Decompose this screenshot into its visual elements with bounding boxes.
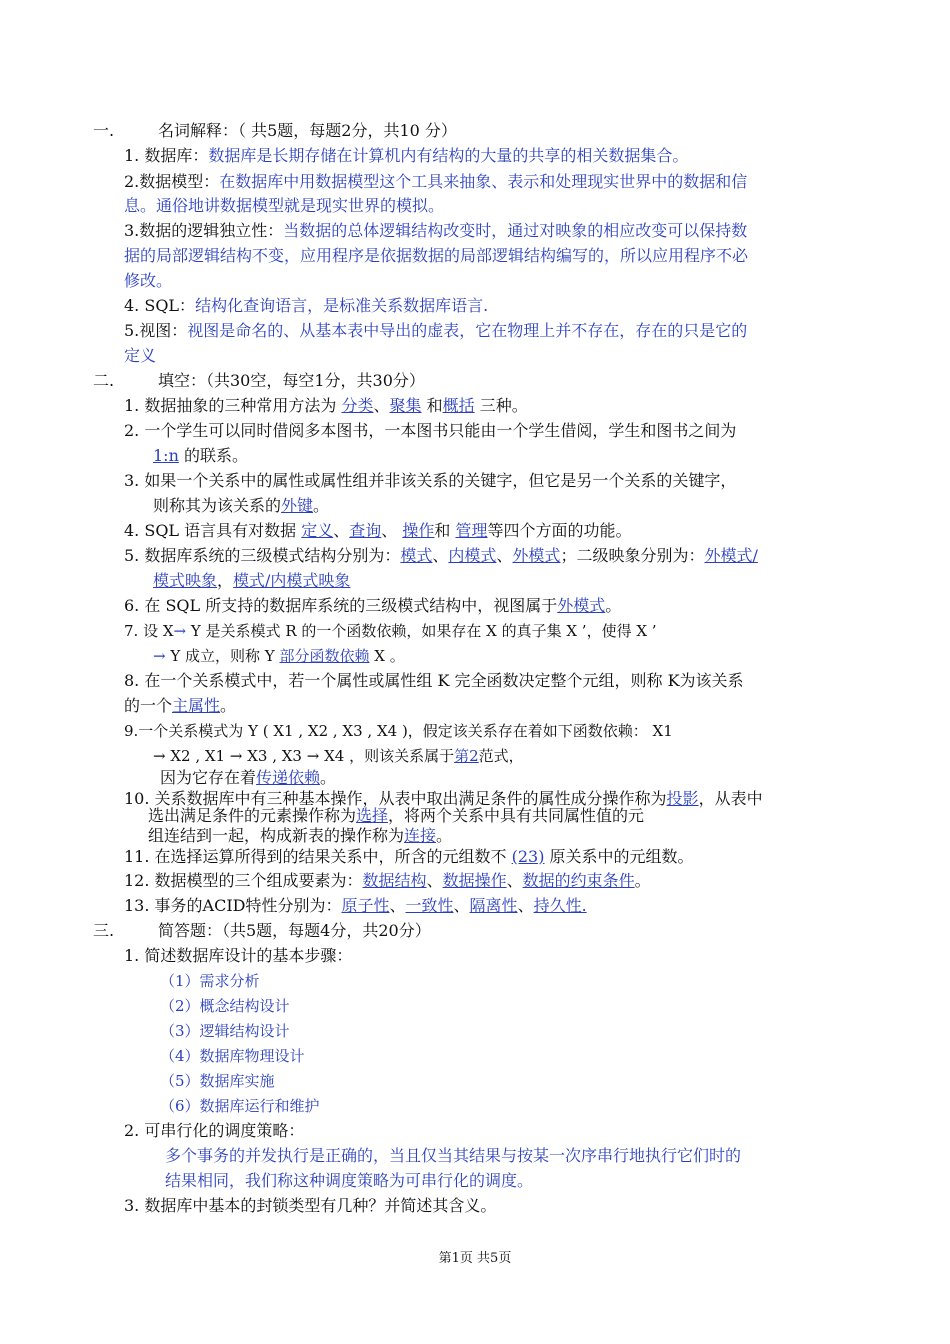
fill-q7 — [124, 620, 657, 642]
step-2: （2）概念结构设计 — [160, 997, 290, 1015]
fill-q9-end — [160, 767, 336, 789]
term-2-definition-cont: 息。通俗地讲数据模型就是现实世界的模拟。 — [124, 196, 445, 215]
fill-q5-sep-1: 、 — [432, 546, 449, 565]
short-q2: 2. 可串行化的调度策略： — [124, 1121, 305, 1140]
fill-q2-cont — [153, 445, 248, 467]
term-5-definition-cont: 定义 — [124, 346, 157, 365]
fill-q9-text-4: X4 ，则该关系属于 — [319, 747, 455, 765]
fill-q11-end: 原关系中的元组数。 — [544, 847, 694, 866]
fill-q10-text-6: 。 — [436, 826, 453, 845]
fill-q4-sep-1: 、 — [333, 521, 350, 540]
fill-q10-answer-3: 连接 — [404, 826, 437, 845]
fill-q5 — [124, 545, 758, 567]
term-4 — [124, 295, 488, 317]
fill-q9-answer-1: 第2 — [454, 747, 479, 765]
short-q3: 3. 数据库中基本的封锁类型有几种？并简述其含义。 — [124, 1196, 497, 1215]
fill-q4-answer-3: 操作 — [402, 521, 435, 540]
fill-q1-sep: 、 — [373, 396, 390, 415]
fill-q3-cont — [153, 495, 329, 517]
fill-q12-answer-2: 数据操作 — [442, 871, 507, 890]
fill-q2-answer: 1:n — [153, 446, 179, 465]
fill-q12-sep-2: 、 — [506, 871, 523, 890]
fill-q3-text: 则称其为该关系的 — [153, 496, 282, 515]
fill-q5-sep-2: 、 — [496, 546, 513, 565]
fill-q4-sep-2: 、 — [381, 521, 403, 540]
fill-q8: 8. 在一个关系模式中，若一个属性或属性组 K 完全函数决定整个元组，则称 K为该关系 — [124, 671, 744, 690]
step-6: （6）数据库运行和维护 — [160, 1097, 320, 1115]
arrow-icon: → — [153, 647, 166, 665]
fill-q12-answer-1: 数据结构 — [362, 871, 427, 890]
fill-q1-text: 1. 数据抽象的三种常用方法为 — [124, 396, 342, 415]
short-q1: 1. 简述数据库设计的基本步骤： — [124, 946, 353, 965]
step-5: （5）数据库实施 — [160, 1072, 275, 1090]
step-4: （4）数据库物理设计 — [160, 1047, 305, 1065]
fill-q9-cont — [153, 745, 524, 767]
fill-q10-cont — [148, 805, 644, 827]
fill-q6-end: 。 — [605, 596, 622, 615]
fill-q3-answer: 外键 — [281, 496, 314, 515]
fill-q9-text-3: X3 , X3 — [242, 747, 307, 765]
short-q2-answer: 多个事务的并发执行是正确的，当且仅当其结果与按某一次序串行地执行它们时的 — [165, 1146, 742, 1165]
arrow-icon: → — [306, 747, 320, 765]
fill-q9: 9.一个关系模式为 Y ( X1 , X2 , X3 , X4 )，假定该关系存在着如下函数依赖： X1 — [124, 722, 673, 740]
term-2-definition: 在数据库中用数据模型这个工具来抽象、表示和处理现实世界中的数据和信 — [219, 172, 748, 191]
fill-q5-answer-4: 外模式/ — [704, 546, 758, 565]
term-2 — [124, 171, 747, 193]
fill-q12 — [124, 870, 651, 892]
fill-q9-text-2: X2 , X1 — [165, 747, 230, 765]
step-3: （3）逻辑结构设计 — [160, 1022, 290, 1040]
section-2-title: 填空：（共30空，每空1分，共30分） — [158, 371, 425, 390]
fill-q1-answer-2: 聚集 — [389, 396, 422, 415]
term-3-label: 3.数据的逻辑独立性： — [124, 221, 284, 240]
fill-q2-end: 的联系。 — [178, 446, 248, 465]
fill-q3: 3. 如果一个关系中的属性或属性组并非该关系的关键字，但它是另一个关系的关键字， — [124, 471, 737, 490]
fill-q10-text: 10. 关系数据库中有三种基本操作，从表中取出满足条件的属性成分操作称为 — [124, 789, 667, 808]
fill-q12-sep-1: 、 — [426, 871, 443, 890]
fill-q11-text: 11. 在选择运算所得到的结果关系中，所含的元组数不 — [124, 847, 512, 866]
arrow-icon: → — [153, 747, 166, 765]
fill-q3-end: 。 — [313, 496, 330, 515]
fill-q7-cont — [153, 645, 405, 667]
arrow-icon: → — [173, 622, 187, 640]
term-4-definition: 结构化查询语言，是标准关系数据库语言. — [195, 296, 489, 315]
fill-q5-answer-5: 模式映象 — [153, 571, 218, 590]
short-q2-answer-cont: 结果相同，我们称这种调度策略为可串行化的调度。 — [165, 1171, 534, 1190]
fill-q6 — [124, 595, 621, 617]
section-3-title: 简答题：（共5题，每题4分，共20分） — [158, 921, 431, 940]
term-5 — [124, 320, 747, 342]
fill-q5-text: 5. 数据库系统的三级模式结构分别为： — [124, 546, 401, 565]
fill-q5-sep-3: ， — [217, 571, 234, 590]
fill-q13-sep-3: 、 — [517, 896, 534, 915]
section-1-title: 名词解释：（ 共5题，每题2分，共10 分） — [158, 121, 457, 140]
fill-q10-end — [148, 825, 452, 847]
fill-q11-answer: (23) — [511, 847, 545, 866]
term-5-definition: 视图是命名的、从基本表中导出的虚表，它在物理上并不存在，存在的只是它的 — [187, 321, 748, 340]
fill-q12-text: 12. 数据模型的三个组成要素为： — [124, 871, 363, 890]
fill-q11 — [124, 846, 694, 868]
fill-q10-text-2: ，从表中 — [698, 789, 763, 808]
fill-q12-answer-3: 数据的约束条件 — [522, 871, 635, 890]
fill-q1-end: 三种。 — [474, 396, 528, 415]
fill-q7-text: 7. 设 X — [124, 622, 174, 640]
fill-q5-text-2: ；二级映象分别为： — [560, 546, 705, 565]
fill-q4-answer-1: 定义 — [301, 521, 334, 540]
fill-q4-answer-2: 查询 — [349, 521, 382, 540]
term-1 — [124, 145, 688, 167]
term-3-definition-cont: 据的局部逻辑结构不变，应用程序是依据数据的局部逻辑结构编写的，所以应用程序不必 — [124, 246, 749, 265]
fill-q4 — [124, 520, 632, 542]
term-1-definition: 数据库是长期存储在计算机内有结构的大量的共享的相关数据集合。 — [208, 146, 689, 165]
fill-q7-answer: 部分函数依赖 — [279, 647, 370, 665]
fill-q13-answer-4: 持久性. — [533, 896, 587, 915]
section-1-number: 一. — [93, 121, 115, 140]
fill-q13 — [124, 895, 587, 917]
arrow-icon: → — [229, 747, 243, 765]
fill-q4-text: 4. SQL 语言具有对数据 — [124, 521, 302, 540]
fill-q1-answer-3: 概括 — [442, 396, 475, 415]
fill-q7-text-3: Y 成立，则称 Y — [165, 647, 280, 665]
fill-q13-answer-2: 一致性 — [405, 896, 454, 915]
fill-q1-sep-2: 和 — [421, 396, 443, 415]
term-1-label: 1. 数据库： — [124, 146, 209, 165]
fill-q13-answer-1: 原子性 — [341, 896, 390, 915]
term-3-definition: 当数据的总体逻辑结构改变时，通过对映象的相应改变可以保持数 — [283, 221, 748, 240]
fill-q9-answer-2: 传递依赖 — [256, 768, 321, 787]
fill-q5-cont — [153, 570, 350, 592]
term-4-label: 4. SQL： — [124, 296, 196, 315]
fill-q13-text: 13. 事务的ACID特性分别为： — [124, 896, 342, 915]
fill-q4-end: 等四个方面的功能。 — [487, 521, 632, 540]
fill-q5-answer-1: 模式 — [400, 546, 433, 565]
fill-q13-answer-3: 隔离性 — [469, 896, 518, 915]
fill-q1 — [124, 395, 528, 417]
fill-q6-answer: 外模式 — [557, 596, 606, 615]
fill-q10-text-4: ，将两个关系中具有共同属性值的元 — [388, 806, 645, 825]
section-3-number: 三. — [93, 921, 115, 940]
fill-q7-end: X 。 — [369, 647, 405, 665]
fill-q5-answer-3: 外模式 — [512, 546, 561, 565]
page-footer: 第1页 共5页 — [438, 1251, 512, 1266]
fill-q5-answer-2: 内模式 — [448, 546, 497, 565]
fill-q4-answer-4: 管理 — [455, 521, 488, 540]
fill-q13-sep-1: 、 — [389, 896, 406, 915]
fill-q8-answer: 主属性 — [172, 696, 221, 715]
fill-q4-sep-3: 和 — [434, 521, 456, 540]
fill-q6-text: 6. 在 SQL 所支持的数据库系统的三级模式结构中，视图属于 — [124, 596, 558, 615]
fill-q5-answer-6: 模式/内模式映象 — [233, 571, 351, 590]
fill-q9-text-5: 范式， — [478, 747, 524, 765]
fill-q10-answer-1: 投影 — [666, 789, 699, 808]
fill-q12-end: 。 — [634, 871, 651, 890]
fill-q8-end: 。 — [220, 696, 237, 715]
fill-q1-answer-1: 分类 — [341, 396, 374, 415]
fill-q9-text-6: 因为它存在着 — [160, 768, 257, 787]
fill-q8-cont — [124, 695, 236, 717]
fill-q8-text: 的一个 — [124, 696, 173, 715]
term-3-definition-end: 修改。 — [124, 271, 173, 290]
section-2-number: 二. — [93, 371, 115, 390]
fill-q7-text-2: Y 是关系模式 R 的一个函数依赖，如果存在 X 的真子集 X ’，使得 X ’ — [186, 622, 657, 640]
fill-q9-text-7: 。 — [320, 768, 337, 787]
fill-q2: 2. 一个学生可以同时借阅多本图书，一本图书只能由一个学生借阅，学生和图书之间为 — [124, 421, 737, 440]
fill-q10-text-3: 选出满足条件的元素操作称为 — [148, 806, 357, 825]
fill-q10-text-5: 组连结到一起，构成新表的操作称为 — [148, 826, 405, 845]
fill-q13-sep-2: 、 — [453, 896, 470, 915]
step-1: （1）需求分析 — [160, 972, 260, 990]
term-2-label: 2.数据模型： — [124, 172, 220, 191]
term-5-label: 5.视图： — [124, 321, 188, 340]
fill-q10-answer-2: 选择 — [356, 806, 389, 825]
term-3 — [124, 220, 747, 242]
